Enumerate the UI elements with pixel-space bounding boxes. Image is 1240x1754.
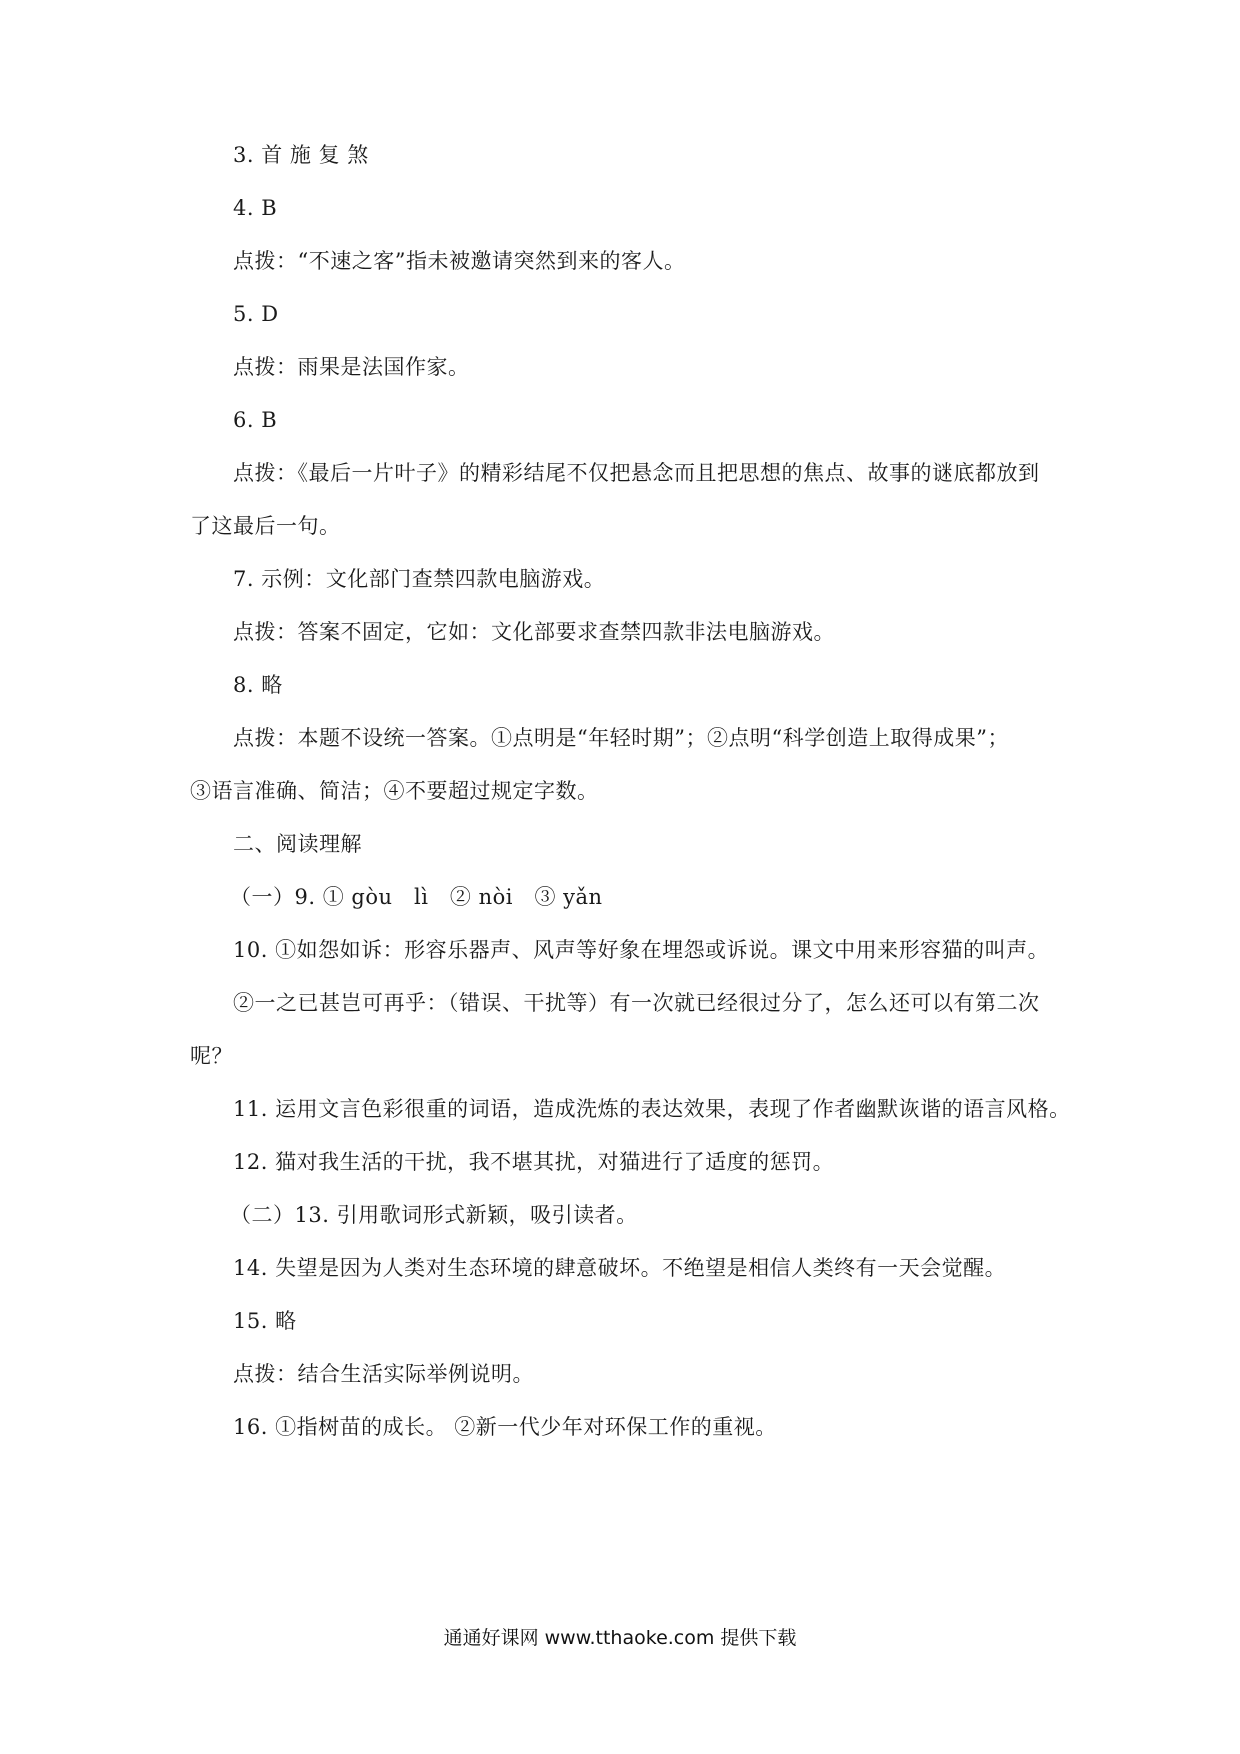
answer-9: （一）9. ① gòu lì ② nòi ③ yǎn: [230, 885, 603, 909]
hint-7: 点拨：答案不固定，它如：文化部要求查禁四款非法电脑游戏。: [233, 620, 835, 644]
answer-4: 4. B: [233, 196, 278, 220]
hint-8: 点拨：本题不设统一答案。①点明是“年轻时期”；②点明“科学创造上取得成果”；: [233, 726, 1009, 750]
hint-6: 点拨：《最后一片叶子》的精彩结尾不仅把悬念而且把思想的焦点、故事的谜底都放到: [233, 461, 1040, 485]
answer-3: 3. 首 施 复 煞: [233, 143, 369, 167]
answer-13: （二）13. 引用歌词形式新颖，吸引读者。: [230, 1203, 638, 1227]
answer-10-1: 10. ①如怨如诉：形容乐器声、风声等好象在埋怨或诉说。课文中用来形容猫的叫声。: [233, 938, 1050, 962]
answer-5: 5. D: [233, 302, 279, 326]
answer-15: 15. 略: [233, 1309, 297, 1333]
hint-4: 点拨：“不速之客”指未被邀请突然到来的客人。: [233, 249, 686, 273]
page-footer: 通通好课网 www.tthaoke.com 提供下载: [443, 1627, 797, 1649]
hint-8-cont: ③语言准确、简洁；④不要超过规定字数。: [190, 779, 599, 803]
hint-5: 点拨：雨果是法国作家。: [233, 355, 470, 379]
answer-8: 8. 略: [233, 673, 283, 697]
answer-12: 12. 猫对我生活的干扰，我不堪其扰，对猫进行了适度的惩罚。: [233, 1150, 835, 1174]
answer-7: 7. 示例：文化部门查禁四款电脑游戏。: [233, 567, 606, 591]
section-heading: 二、阅读理解: [233, 832, 362, 856]
answer-10-2: ②一之已甚岂可再乎：（错误、干扰等）有一次就已经很过分了，怎么还可以有第二次: [233, 991, 1040, 1015]
answer-16: 16. ①指树苗的成长。 ②新一代少年对环保工作的重视。: [233, 1415, 777, 1439]
answer-10-2-cont: 呢？: [190, 1044, 233, 1068]
hint-6-cont: 了这最后一句。: [190, 514, 341, 538]
answer-11: 11. 运用文言色彩很重的词语，造成洗炼的表达效果，表现了作者幽默诙谐的语言风格。: [233, 1097, 1071, 1121]
answer-14: 14. 失望是因为人类对生态环境的肆意破坏。不绝望是相信人类终有一天会觉醒。: [233, 1256, 1007, 1280]
answer-6: 6. B: [233, 408, 278, 432]
hint-15: 点拨：结合生活实际举例说明。: [233, 1362, 534, 1386]
